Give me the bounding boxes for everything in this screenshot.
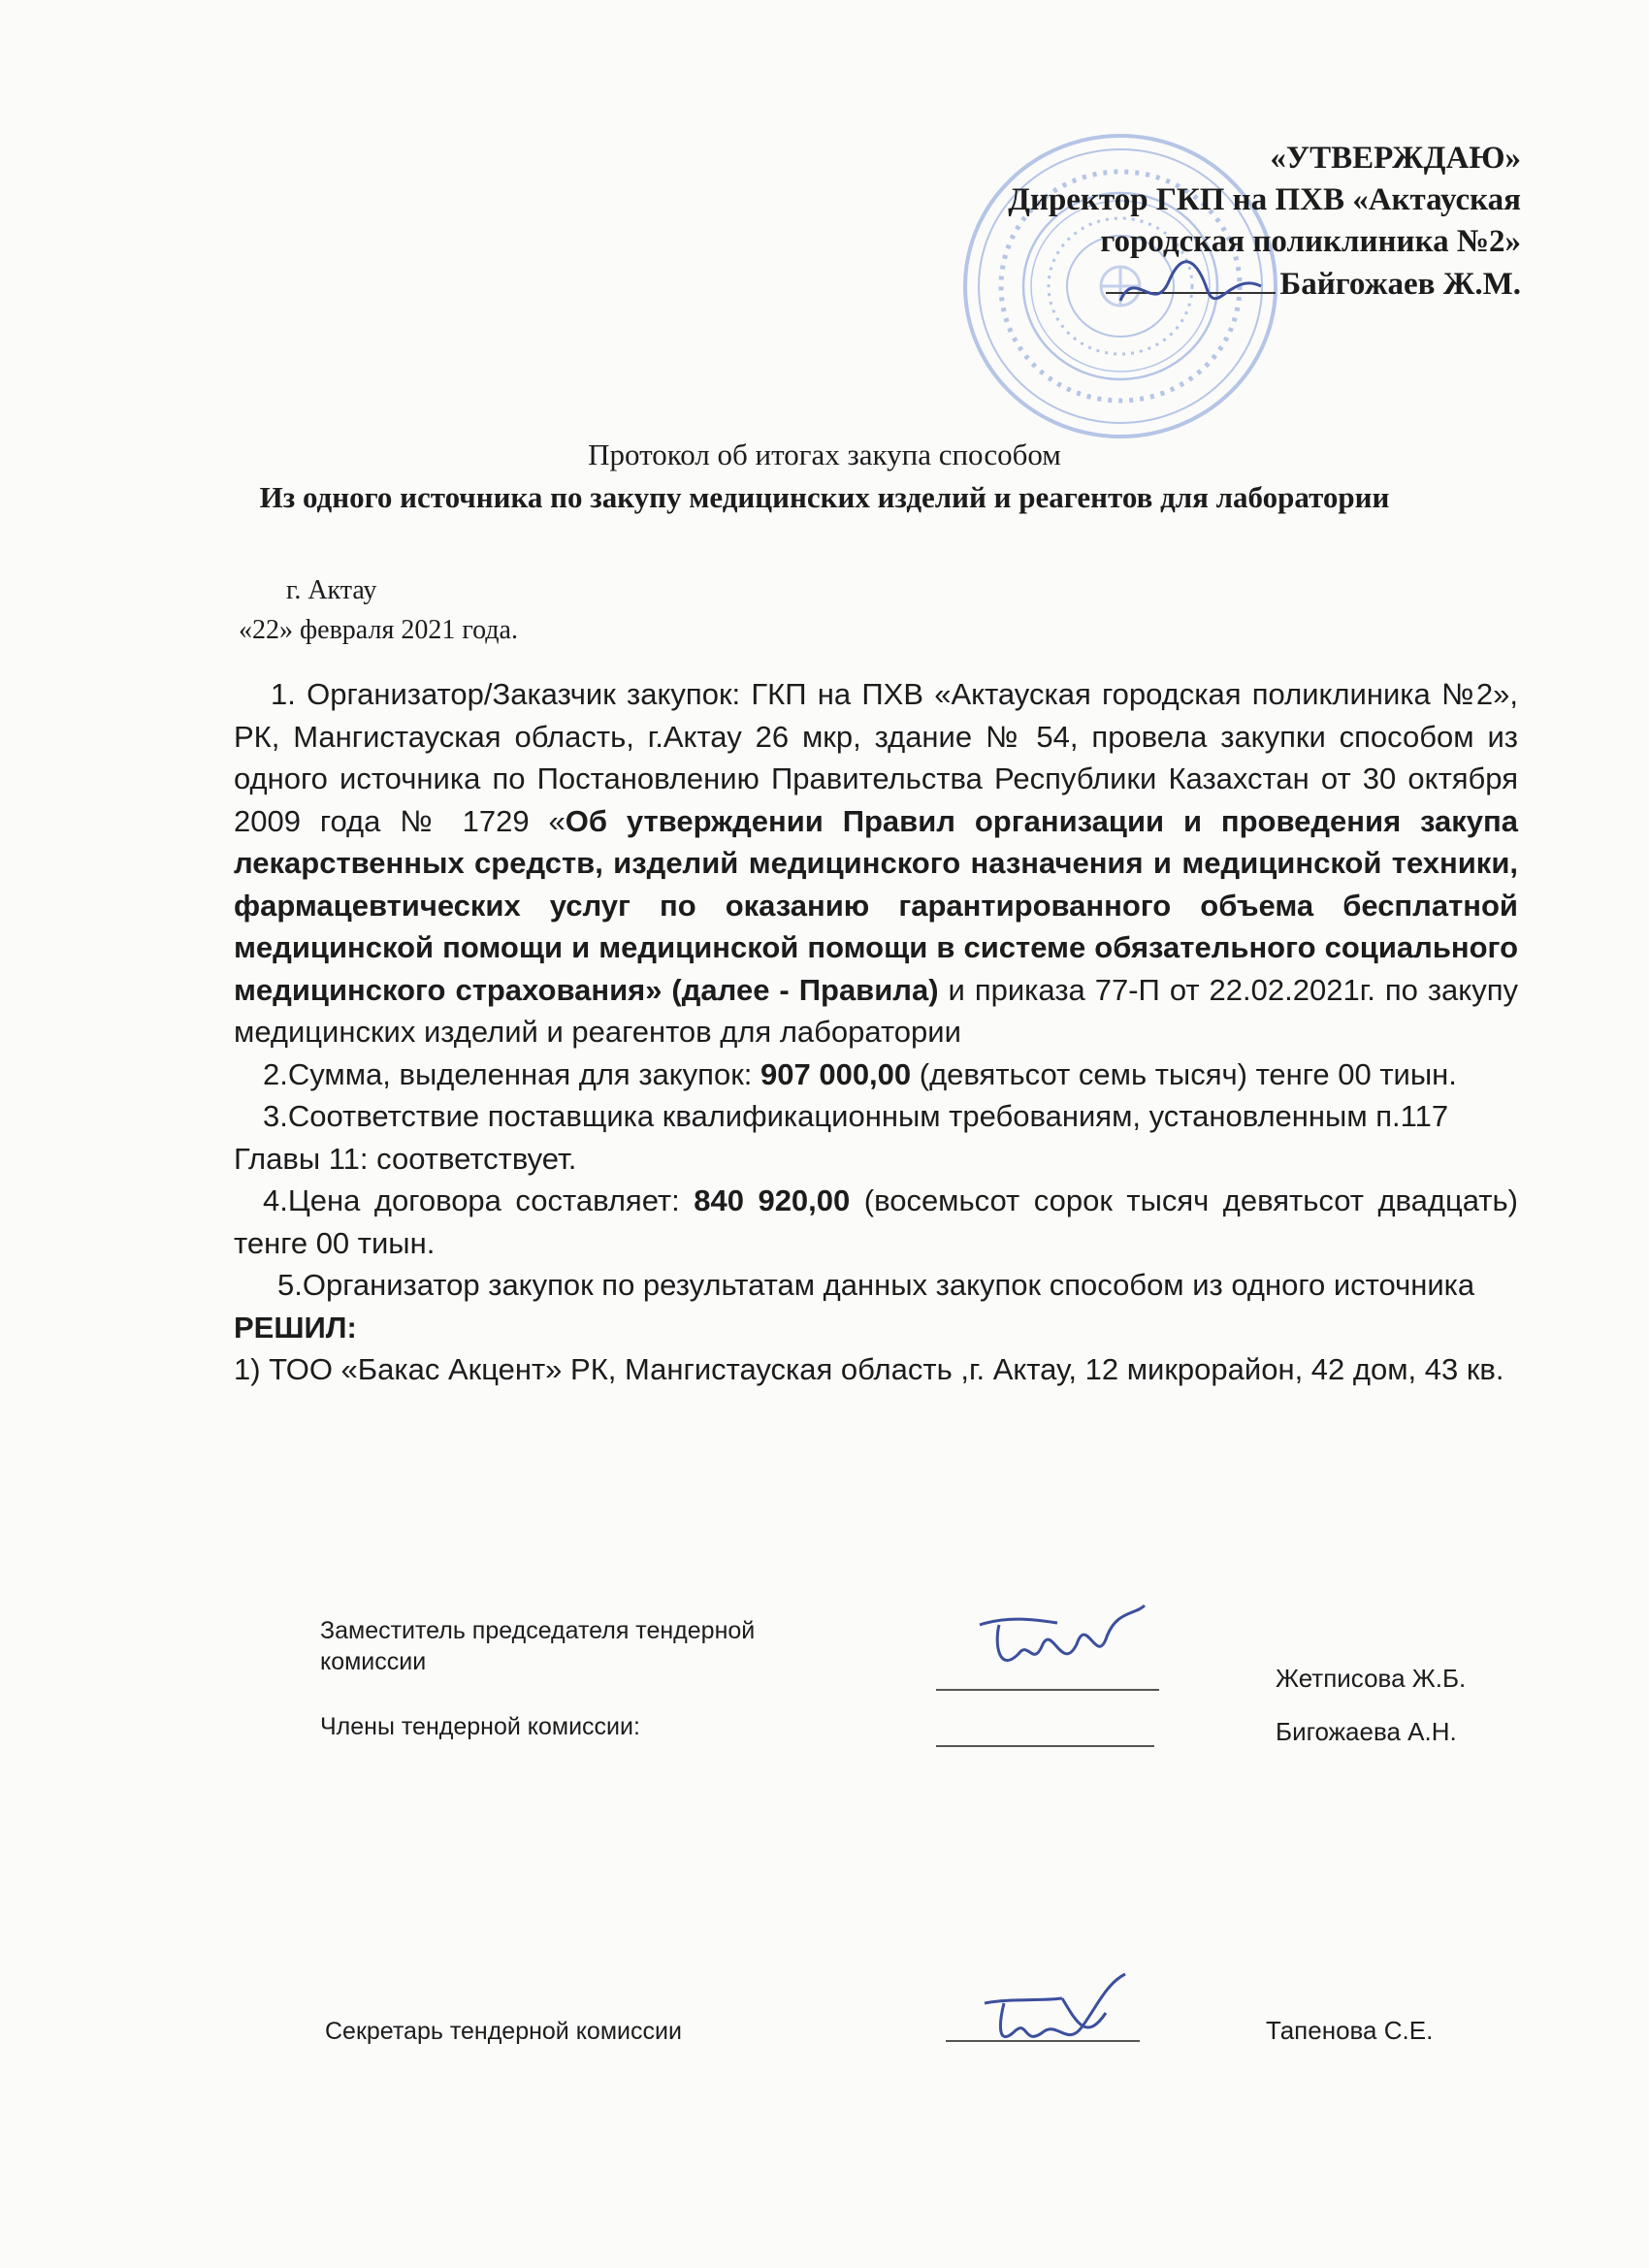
clause-5-text: 5.Организатор закупок по результатам данных закупок способом из одного источника — [277, 1268, 1475, 1302]
protocol-body — [234, 673, 1518, 1391]
clause-2 — [234, 1053, 1518, 1096]
document-date: «22» февраля 2021 года. — [239, 615, 518, 645]
clause-1-tail: и приказа 77-П от 22.02.2021г. по закупу медицинских изделий и реагентов для лаборатории — [234, 972, 1518, 1049]
secretary-name: Тапенова С.Е. — [1266, 2016, 1434, 2045]
clause-4-tail: (восемьсот сорок тысяч девятьсот двадцать) тенге 00 тиын. — [234, 1183, 1518, 1260]
secretary-signature-line — [946, 2040, 1140, 2042]
decision-heading: РЕШИЛ: — [234, 1310, 357, 1345]
title-line-2: Из одного источника по закупу медицинских изделий и реагентов для лаборатории — [259, 480, 1390, 514]
approval-position: Директор ГКП на ПХВ «Актауская — [1008, 182, 1521, 217]
clause-2-tail: (девятьсот семь тысяч) тенге 00 тиын. — [911, 1056, 1457, 1091]
members-label: Члены тендерной комиссии: — [320, 1713, 640, 1740]
document-title — [0, 434, 1649, 519]
allocated-amount: 907 000,00 — [760, 1056, 912, 1091]
clause-2-text: 2.Сумма, выделенная для закупок: — [263, 1056, 760, 1091]
secretary-label: Секретарь тендерной комиссии — [325, 2018, 682, 2045]
member-name: Бигожаева А.Н. — [1276, 1717, 1457, 1746]
contract-price: 840 920,00 — [694, 1183, 851, 1217]
clause-1-text: 1. Организатор/Заказчик закупок: ГКП на ПХВ «Актауская городская поликлиника №2», РК, Мангистауская область, г.Актау 26 мкр, здание № 54, провела закупки способом из одного источника по Постановлению Правительства Республики Казахстан от 30 октября 2009 года № 1729 « — [234, 677, 1518, 838]
director-signature — [1116, 247, 1271, 325]
clause-1-bold: Об утверждении Правил организации и проведения закупа лекарственных средств, изделий медицинского назначения и медицинской техники, фармацевтических услуг по оказанию гарантированного объема бесплатной медицинской помощи и медицинской помощи в системе обязательного социального медицинского страхования» (далее - Правила) — [234, 803, 1519, 1007]
deputy-chair-signature-line — [936, 1689, 1159, 1691]
clause-4 — [234, 1180, 1518, 1264]
decision-item-1: 1) ТОО «Бакас Акцент» РК, Мангистауская область ,г. Актау, 12 микрорайон, 42 дом, 43 кв. — [234, 1352, 1504, 1386]
secretary-signature — [970, 1964, 1145, 2071]
title-line-1: Протокол об итогах закупа способом — [588, 437, 1061, 471]
approval-heading: «УТВЕРЖДАЮ» — [1270, 141, 1521, 176]
clause-3: 3.Соответствие поставщика квалификационным требованиям, установленным п.117 Главы 11: соответствует. — [234, 1099, 1449, 1176]
clause-5 — [234, 1264, 1518, 1348]
member-signature-line — [936, 1745, 1154, 1747]
deputy-chair-label — [320, 1615, 755, 1677]
clause-4-text: 4.Цена договора составляет: — [263, 1183, 695, 1217]
deputy-chair-label-line-2: комиссии — [320, 1648, 427, 1675]
deputy-chair-name: Жетписова Ж.Б. — [1276, 1664, 1467, 1693]
approval-organization: городская поликлиника №2» — [1100, 224, 1521, 259]
deputy-chair-label-line-1: Заместитель председателя тендерной — [320, 1617, 756, 1644]
city-label: г. Актау — [286, 575, 377, 605]
clause-1 — [234, 673, 1518, 1053]
approval-director-name: Байгожаев Ж.М. — [1279, 267, 1521, 302]
deputy-chair-signature — [970, 1586, 1154, 1693]
